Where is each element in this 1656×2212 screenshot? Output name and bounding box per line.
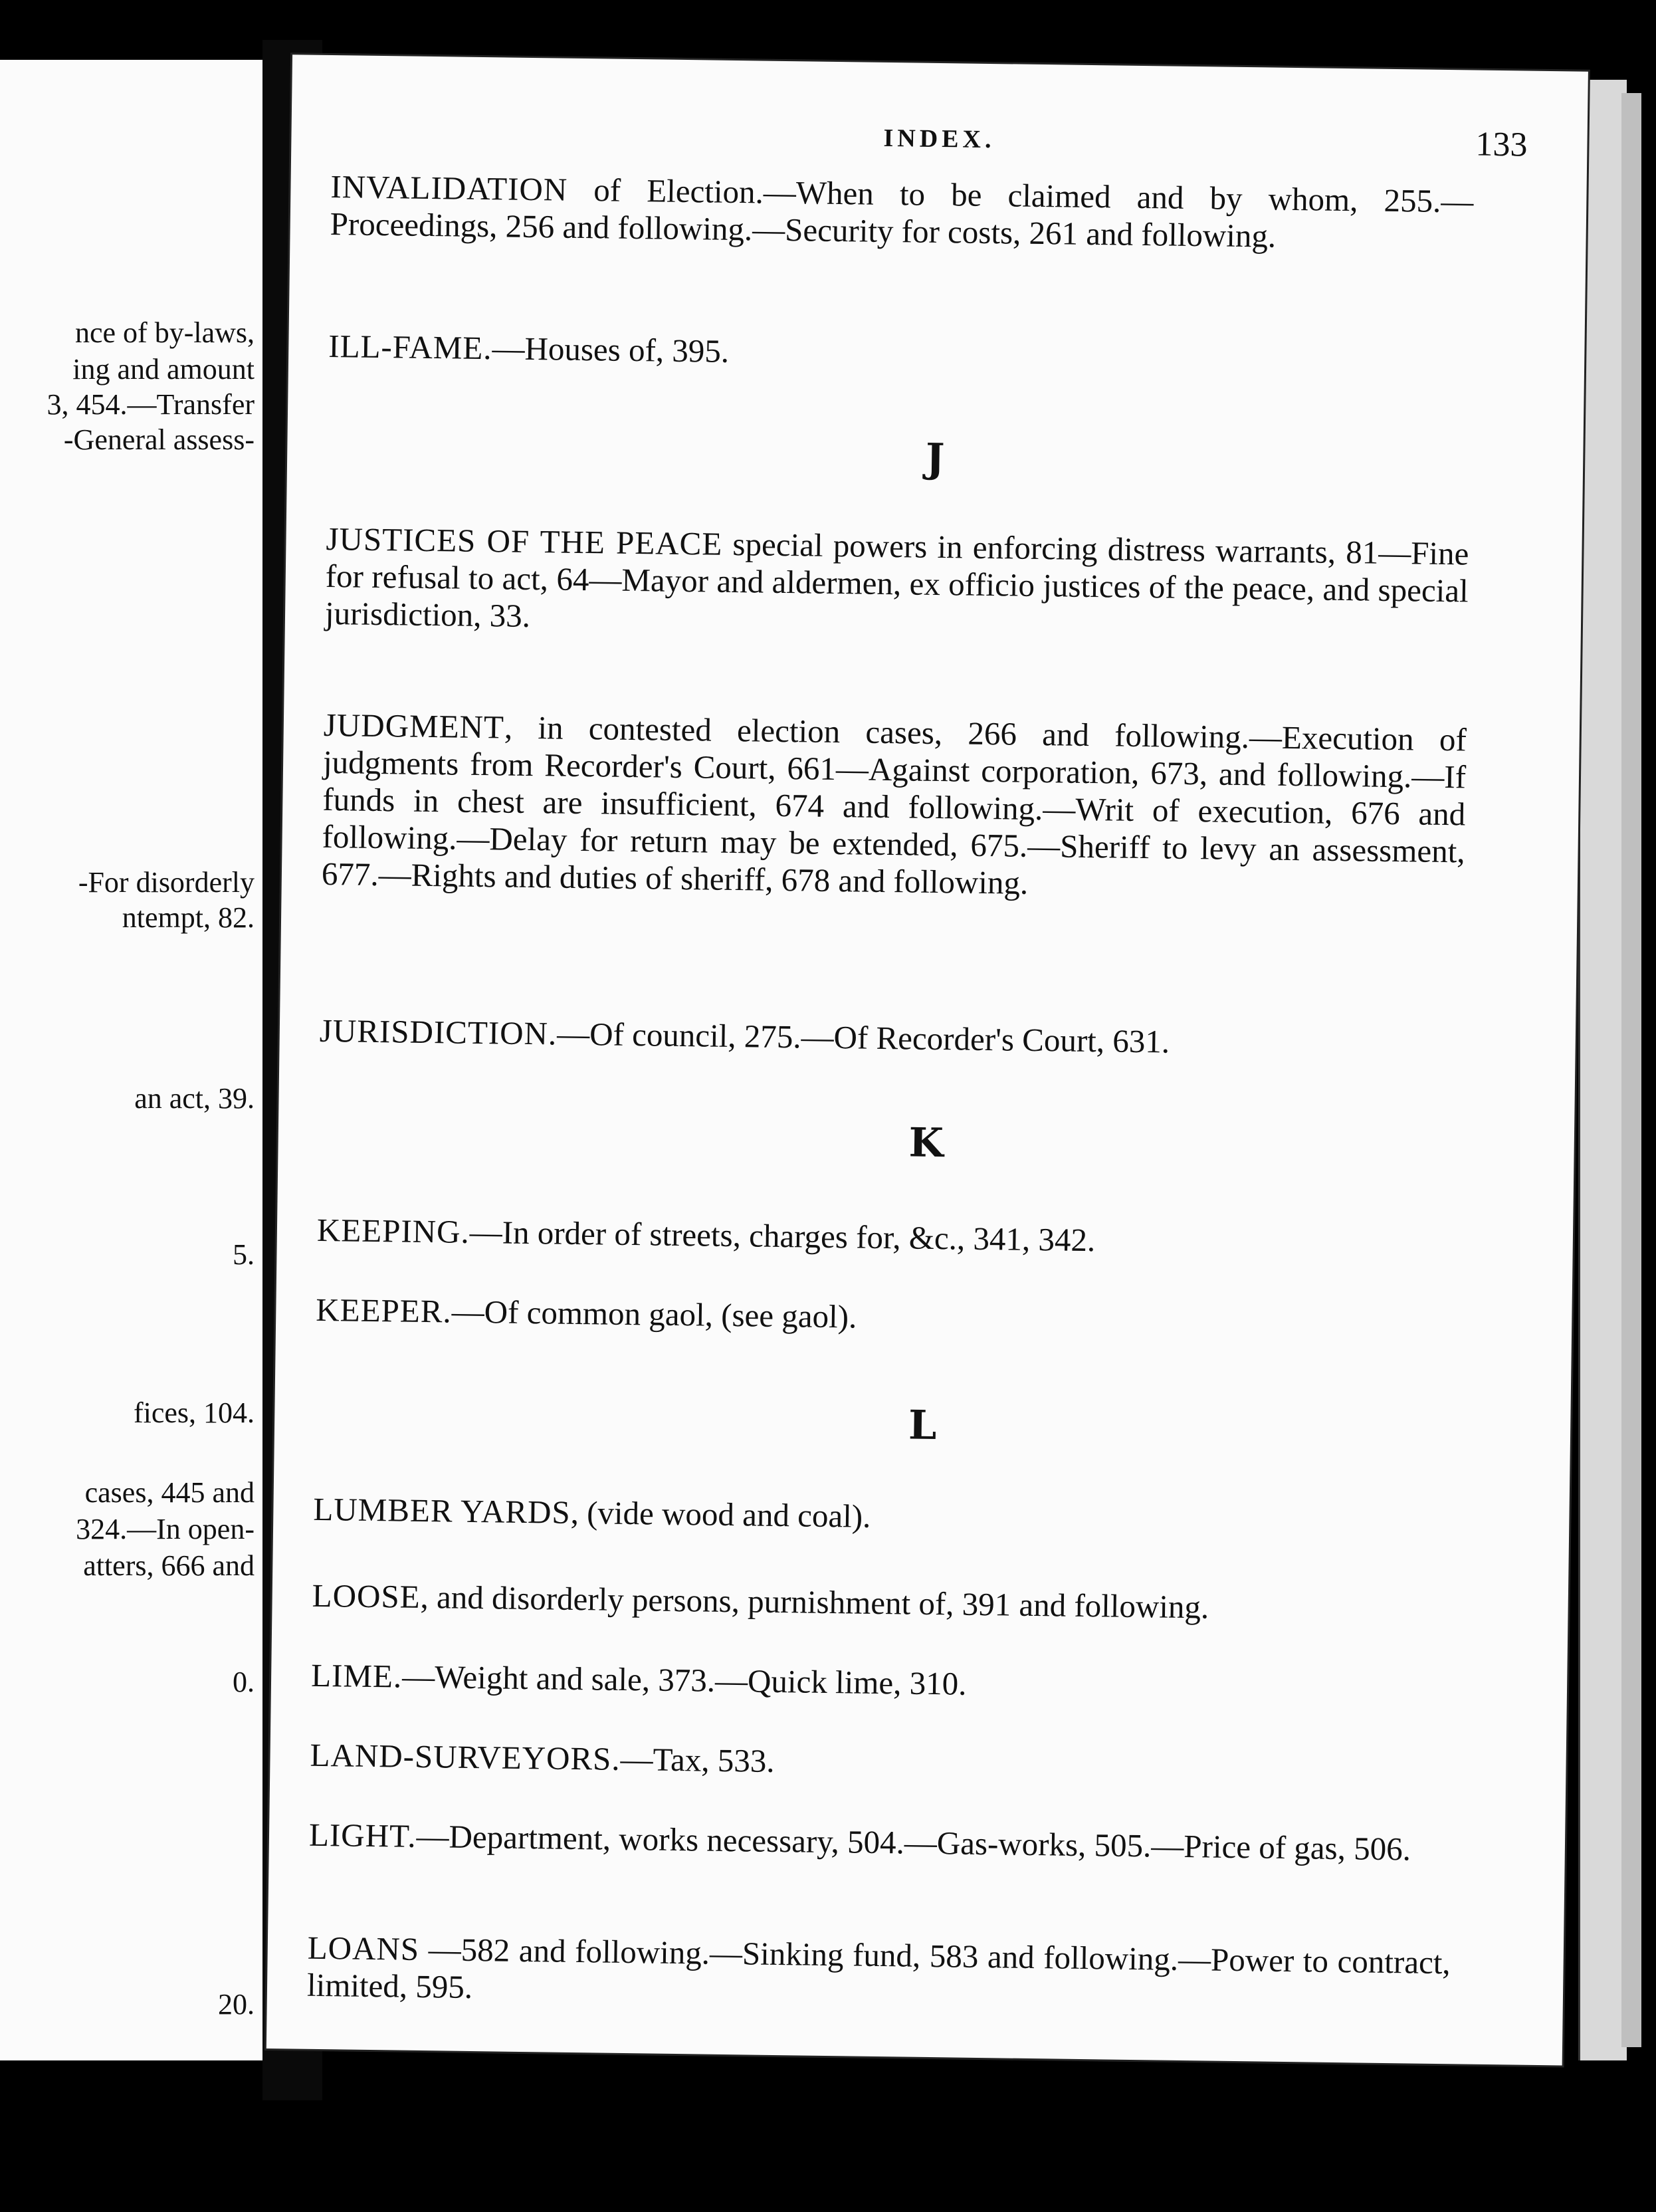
left-page-line: ing and amount [72, 353, 255, 386]
entry-heading: KEEPER. [316, 1291, 453, 1330]
entry-text: , (vide wood and coal). [570, 1493, 871, 1535]
index-entry-loose [312, 1577, 1455, 1630]
section-letter-l: L [908, 1402, 937, 1450]
entry-text: —Tax, 533. [620, 1740, 775, 1779]
entry-heading: LOANS [307, 1929, 420, 1967]
left-page-line: atters, 666 and [83, 1549, 255, 1582]
index-entry-justices [325, 520, 1469, 647]
left-page-line: cases, 445 and [84, 1476, 255, 1509]
index-entry-loans [307, 1930, 1451, 2019]
entry-text: —In order of streets, charges for, &c., 341, 342. [469, 1213, 1096, 1259]
entry-text: of Election.—When to be claimed and by whom, 255.—Proceedings, 256 and following.—Security for costs, 261 and following. [330, 171, 1474, 255]
left-page-line: 20. [218, 1988, 255, 2021]
left-page-line: 5. [233, 1238, 255, 1271]
page-edge-shadow [1621, 93, 1641, 2047]
entry-heading: INVALIDATION [330, 168, 568, 208]
entry-text: —Houses of, 395. [492, 330, 730, 370]
section-letter-j: J [925, 435, 945, 483]
index-entry-ill-fame [328, 328, 1472, 380]
index-entry-lime [311, 1657, 1455, 1710]
left-page-line: 3, 454.—Transfer [47, 388, 255, 421]
entry-text: —Weight and sale, 373.—Quick lime, 310. [401, 1658, 967, 1702]
left-page-line: -General assess- [63, 423, 255, 456]
entry-heading: JURISDICTION. [319, 1012, 558, 1052]
entry-text: , in contested election cases, 266 and following.—Execution of judgments from Recorder's Court, 661—Against corporation, 673, and following.—If funds in chest are insufficient, 674 and following.—Writ of execution, 676 and following.—Delay for return may be extended, 675.—Sheriff to levy an assessment, 677.—Rights and duties of sheriff, 678 and following. [321, 709, 1467, 901]
left-page-fragment [0, 60, 262, 2060]
section-letter-k: K [908, 1119, 944, 1167]
index-page [266, 55, 1588, 2065]
entry-heading: LOOSE [312, 1577, 421, 1615]
left-page-line: an act, 39. [134, 1082, 255, 1115]
index-entry-jurisdiction [319, 1012, 1463, 1065]
index-entry-keeper [316, 1291, 1459, 1344]
entry-text: —Of common gaol, (see gaol). [451, 1293, 857, 1335]
left-page-line: 0. [233, 1666, 255, 1698]
left-page-line: 324.—In open- [76, 1513, 255, 1545]
index-entry-land-surveyors [310, 1737, 1453, 1789]
entry-heading: ILL-FAME. [328, 327, 492, 367]
entry-heading: JUDGMENT [323, 706, 505, 746]
index-entry-invalidation [330, 168, 1473, 258]
entry-heading: KEEPING. [316, 1211, 470, 1250]
entry-text: , and disorderly persons, purnishment of, 391 and following. [420, 1578, 1209, 1626]
entry-text: —Department, works necessary, 504.—Gas-works, 505.—Price of gas, 506. [416, 1817, 1411, 1868]
page-edge [1578, 80, 1627, 2060]
entry-text: —582 and following.—Sinking fund, 583 and following.—Power to contract, limited, 595. [306, 1930, 1451, 2006]
index-entry-light [309, 1817, 1453, 1869]
index-entry-judgment [322, 707, 1467, 907]
entry-heading: LIME. [310, 1656, 403, 1695]
left-page-line: fices, 104. [133, 1396, 255, 1429]
left-page-line: nce of by-laws, [74, 316, 255, 349]
left-page-line: -For disorderly [78, 866, 255, 899]
index-entry-keeping [317, 1212, 1461, 1264]
page-number: 133 [1475, 125, 1528, 164]
index-entry-lumber-yards [313, 1491, 1457, 1543]
entry-heading: LUMBER YARDS [313, 1490, 571, 1531]
entry-heading: LAND-SURVEYORS. [310, 1736, 621, 1777]
entry-text: special powers in enforcing distress warrants, 81—Fine for refusal to act, 64—Mayor and aldermen, ex officio justices of the peace, and special jurisdiction, 33. [324, 525, 1469, 634]
entry-text: —Of council, 275.—Of Recorder's Court, 631. [556, 1015, 1170, 1060]
entry-heading: LIGHT. [308, 1816, 417, 1854]
entry-heading: JUSTICES OF THE PEACE [326, 520, 723, 562]
left-page-line: ntempt, 82. [122, 901, 255, 934]
running-head: INDEX. [883, 124, 995, 154]
